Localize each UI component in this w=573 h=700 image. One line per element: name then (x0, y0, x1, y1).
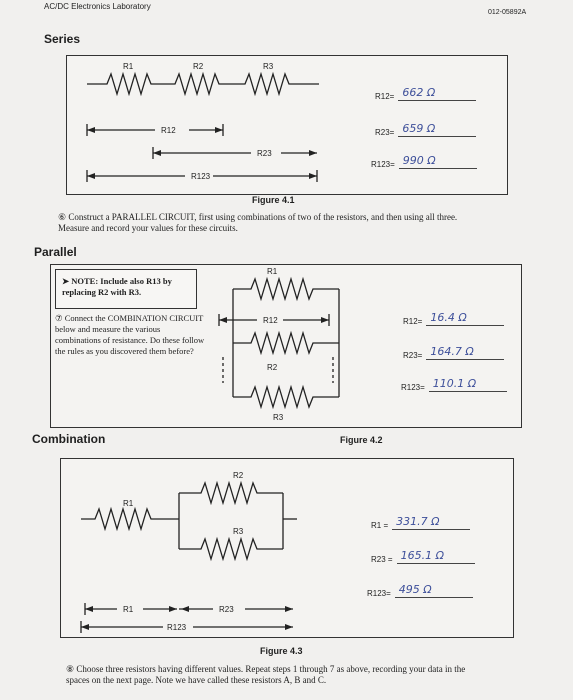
parallel-note-text: ➤ NOTE: Include also R13 by replacing R2 with R3. (62, 276, 172, 297)
combination-measure-r1-value: 331.7 Ω (392, 515, 470, 530)
parallel-measure-r12-value: 16.4 Ω (426, 311, 504, 326)
series-measure-r23 (375, 122, 476, 137)
series-label-r12: R12 (161, 126, 176, 135)
series-measure-r123-label: R123= (371, 160, 395, 169)
parallel-measure-r23-value: 164.7 Ω (426, 345, 504, 360)
series-measure-r123 (371, 154, 477, 169)
combination-measure-r123-label: R123= (367, 589, 391, 598)
combination-heading: Combination (32, 432, 106, 446)
parallel-label-r3: R3 (273, 413, 284, 422)
combination-measure-r123 (367, 583, 473, 598)
combination-label-r123: R123 (167, 623, 187, 632)
parallel-measure-r23 (403, 345, 504, 360)
step-7-text: ⑦ Connect the COMBINATION CIRCUIT below and measure the various combinations of resistance. Do these follow the rules as you discovered them before? (55, 313, 205, 356)
combination-measure-r1 (371, 515, 470, 530)
combination-measure-r23-label: R23 = (371, 555, 393, 564)
parallel-figure-box (50, 264, 522, 428)
series-figure-caption: Figure 4.1 (252, 195, 295, 205)
parallel-measure-r12-label: R12= (403, 317, 423, 326)
series-label-r3: R3 (263, 62, 274, 71)
combination-label-r2: R2 (233, 471, 244, 480)
parallel-label-r12: R12 (263, 316, 278, 325)
header-code: 012-05892A (488, 9, 527, 16)
parallel-heading: Parallel (34, 245, 77, 259)
series-heading: Series (44, 32, 81, 46)
step-6-text: ⑥ Construct a PARALLEL CIRCUIT, first using combinations of two of the resistors, and then using all three. Measure and record your values for these circuits. (58, 212, 458, 233)
parallel-measure-r12 (403, 311, 504, 326)
parallel-measure-r23-label: R23= (403, 351, 423, 360)
combination-label-r23: R23 (219, 605, 234, 614)
parallel-figure-caption: Figure 4.2 (340, 435, 383, 445)
series-measure-r12 (375, 86, 476, 101)
parallel-measure-r123-label: R123= (401, 383, 425, 392)
series-label-r2: R2 (193, 62, 204, 71)
series-measure-r12-label: R12= (375, 92, 395, 101)
series-measure-r12-value: 662 Ω (398, 86, 476, 101)
combination-label-r1: R1 (123, 499, 134, 508)
step-8-text: ⑧ Choose three resistors having different values. Repeat steps 1 through 7 as above, recording your data in the spaces on the next page. Note we have called these resistors A, B and C. (66, 664, 466, 685)
combination-label-r3: R3 (233, 527, 244, 536)
combination-measure-r123-value: 495 Ω (395, 583, 473, 598)
series-label-r1: R1 (123, 62, 134, 71)
series-measure-r123-value: 990 Ω (399, 154, 477, 169)
series-label-r23: R23 (257, 149, 272, 158)
combination-label-r1-arrow: R1 (123, 605, 134, 614)
series-figure-box (66, 55, 508, 195)
header-title: AC/DC Electronics Laboratory (44, 2, 151, 11)
parallel-measure-r123-value: 110.1 Ω (429, 377, 507, 392)
series-label-r123: R123 (191, 172, 211, 181)
parallel-measure-r123 (401, 377, 507, 392)
parallel-label-r1: R1 (267, 267, 278, 276)
combination-measure-r1-label: R1 = (371, 521, 389, 530)
combination-measure-r23 (371, 549, 475, 564)
combination-figure-box (60, 458, 514, 638)
combination-measure-r23-value: 165.1 Ω (397, 549, 475, 564)
series-measure-r23-value: 659 Ω (398, 122, 476, 137)
combination-figure-caption: Figure 4.3 (260, 646, 303, 656)
parallel-label-r2: R2 (267, 363, 278, 372)
series-measure-r23-label: R23= (375, 128, 395, 137)
